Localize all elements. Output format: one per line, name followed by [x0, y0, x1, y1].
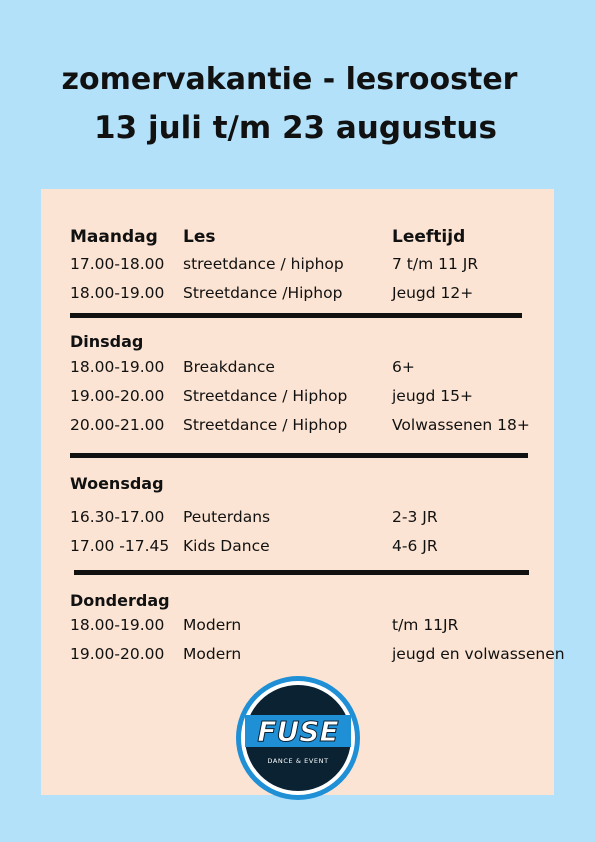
header-lesson: Les	[183, 227, 216, 247]
day-heading-wednesday: Woensdag	[70, 474, 164, 493]
lesson-cell: Streetdance / Hiphop	[183, 416, 348, 434]
table-row	[41, 284, 595, 304]
table-row	[41, 537, 595, 557]
age-cell: jeugd 15+	[392, 387, 473, 405]
time-cell: 18.00-19.00	[70, 284, 165, 302]
table-row	[41, 358, 595, 378]
time-cell: 16.30-17.00	[70, 508, 165, 526]
time-cell: 17.00-18.00	[70, 255, 165, 273]
lesson-cell: Peuterdans	[183, 508, 271, 526]
time-cell: 18.00-19.00	[70, 616, 165, 634]
table-row	[41, 255, 595, 275]
page-subtitle: 13 juli t/m 23 augustus	[94, 110, 497, 146]
lesson-cell: Streetdance /Hiphop	[183, 284, 343, 302]
table-row	[41, 645, 595, 665]
age-cell: Volwassenen 18+	[392, 416, 530, 434]
divider	[70, 313, 522, 318]
divider	[70, 453, 528, 458]
table-row	[41, 416, 595, 436]
logo-tagline: DANCE & EVENT	[267, 757, 329, 765]
age-cell: 7 t/m 11 JR	[392, 255, 479, 273]
day-heading-tuesday: Dinsdag	[70, 332, 144, 351]
fuse-logo	[235, 675, 361, 801]
header-age: Leeftijd	[392, 227, 466, 247]
lesson-cell: Streetdance / Hiphop	[183, 387, 348, 405]
lesson-cell: Modern	[183, 645, 242, 663]
divider	[74, 570, 529, 575]
day-heading-thursday: Donderdag	[70, 591, 170, 610]
age-cell: 2-3 JR	[392, 508, 438, 526]
table-row	[41, 387, 595, 407]
table-row	[41, 616, 595, 636]
lesson-cell: Modern	[183, 616, 242, 634]
schedule-header	[41, 227, 595, 247]
age-cell: Jeugd 12+	[392, 284, 474, 302]
logo-wordmark: FUSE	[257, 715, 339, 748]
age-cell: 4-6 JR	[392, 537, 438, 555]
time-cell: 17.00 -17.45	[70, 537, 170, 555]
time-cell: 19.00-20.00	[70, 387, 165, 405]
time-cell: 20.00-21.00	[70, 416, 165, 434]
age-cell: jeugd en volwassenen	[392, 645, 565, 663]
age-cell: 6+	[392, 358, 415, 376]
header-day: Maandag	[70, 227, 158, 247]
lesson-cell: Breakdance	[183, 358, 275, 376]
time-cell: 19.00-20.00	[70, 645, 165, 663]
schedule-panel	[41, 189, 565, 795]
age-cell: t/m 11JR	[392, 616, 459, 634]
lesson-cell: Kids Dance	[183, 537, 270, 555]
lesson-cell: streetdance / hiphop	[183, 255, 344, 273]
table-row	[41, 508, 595, 528]
fuse-logo-graphic	[235, 675, 361, 801]
time-cell: 18.00-19.00	[70, 358, 165, 376]
page-title: zomervakantie - lesrooster	[61, 62, 518, 97]
